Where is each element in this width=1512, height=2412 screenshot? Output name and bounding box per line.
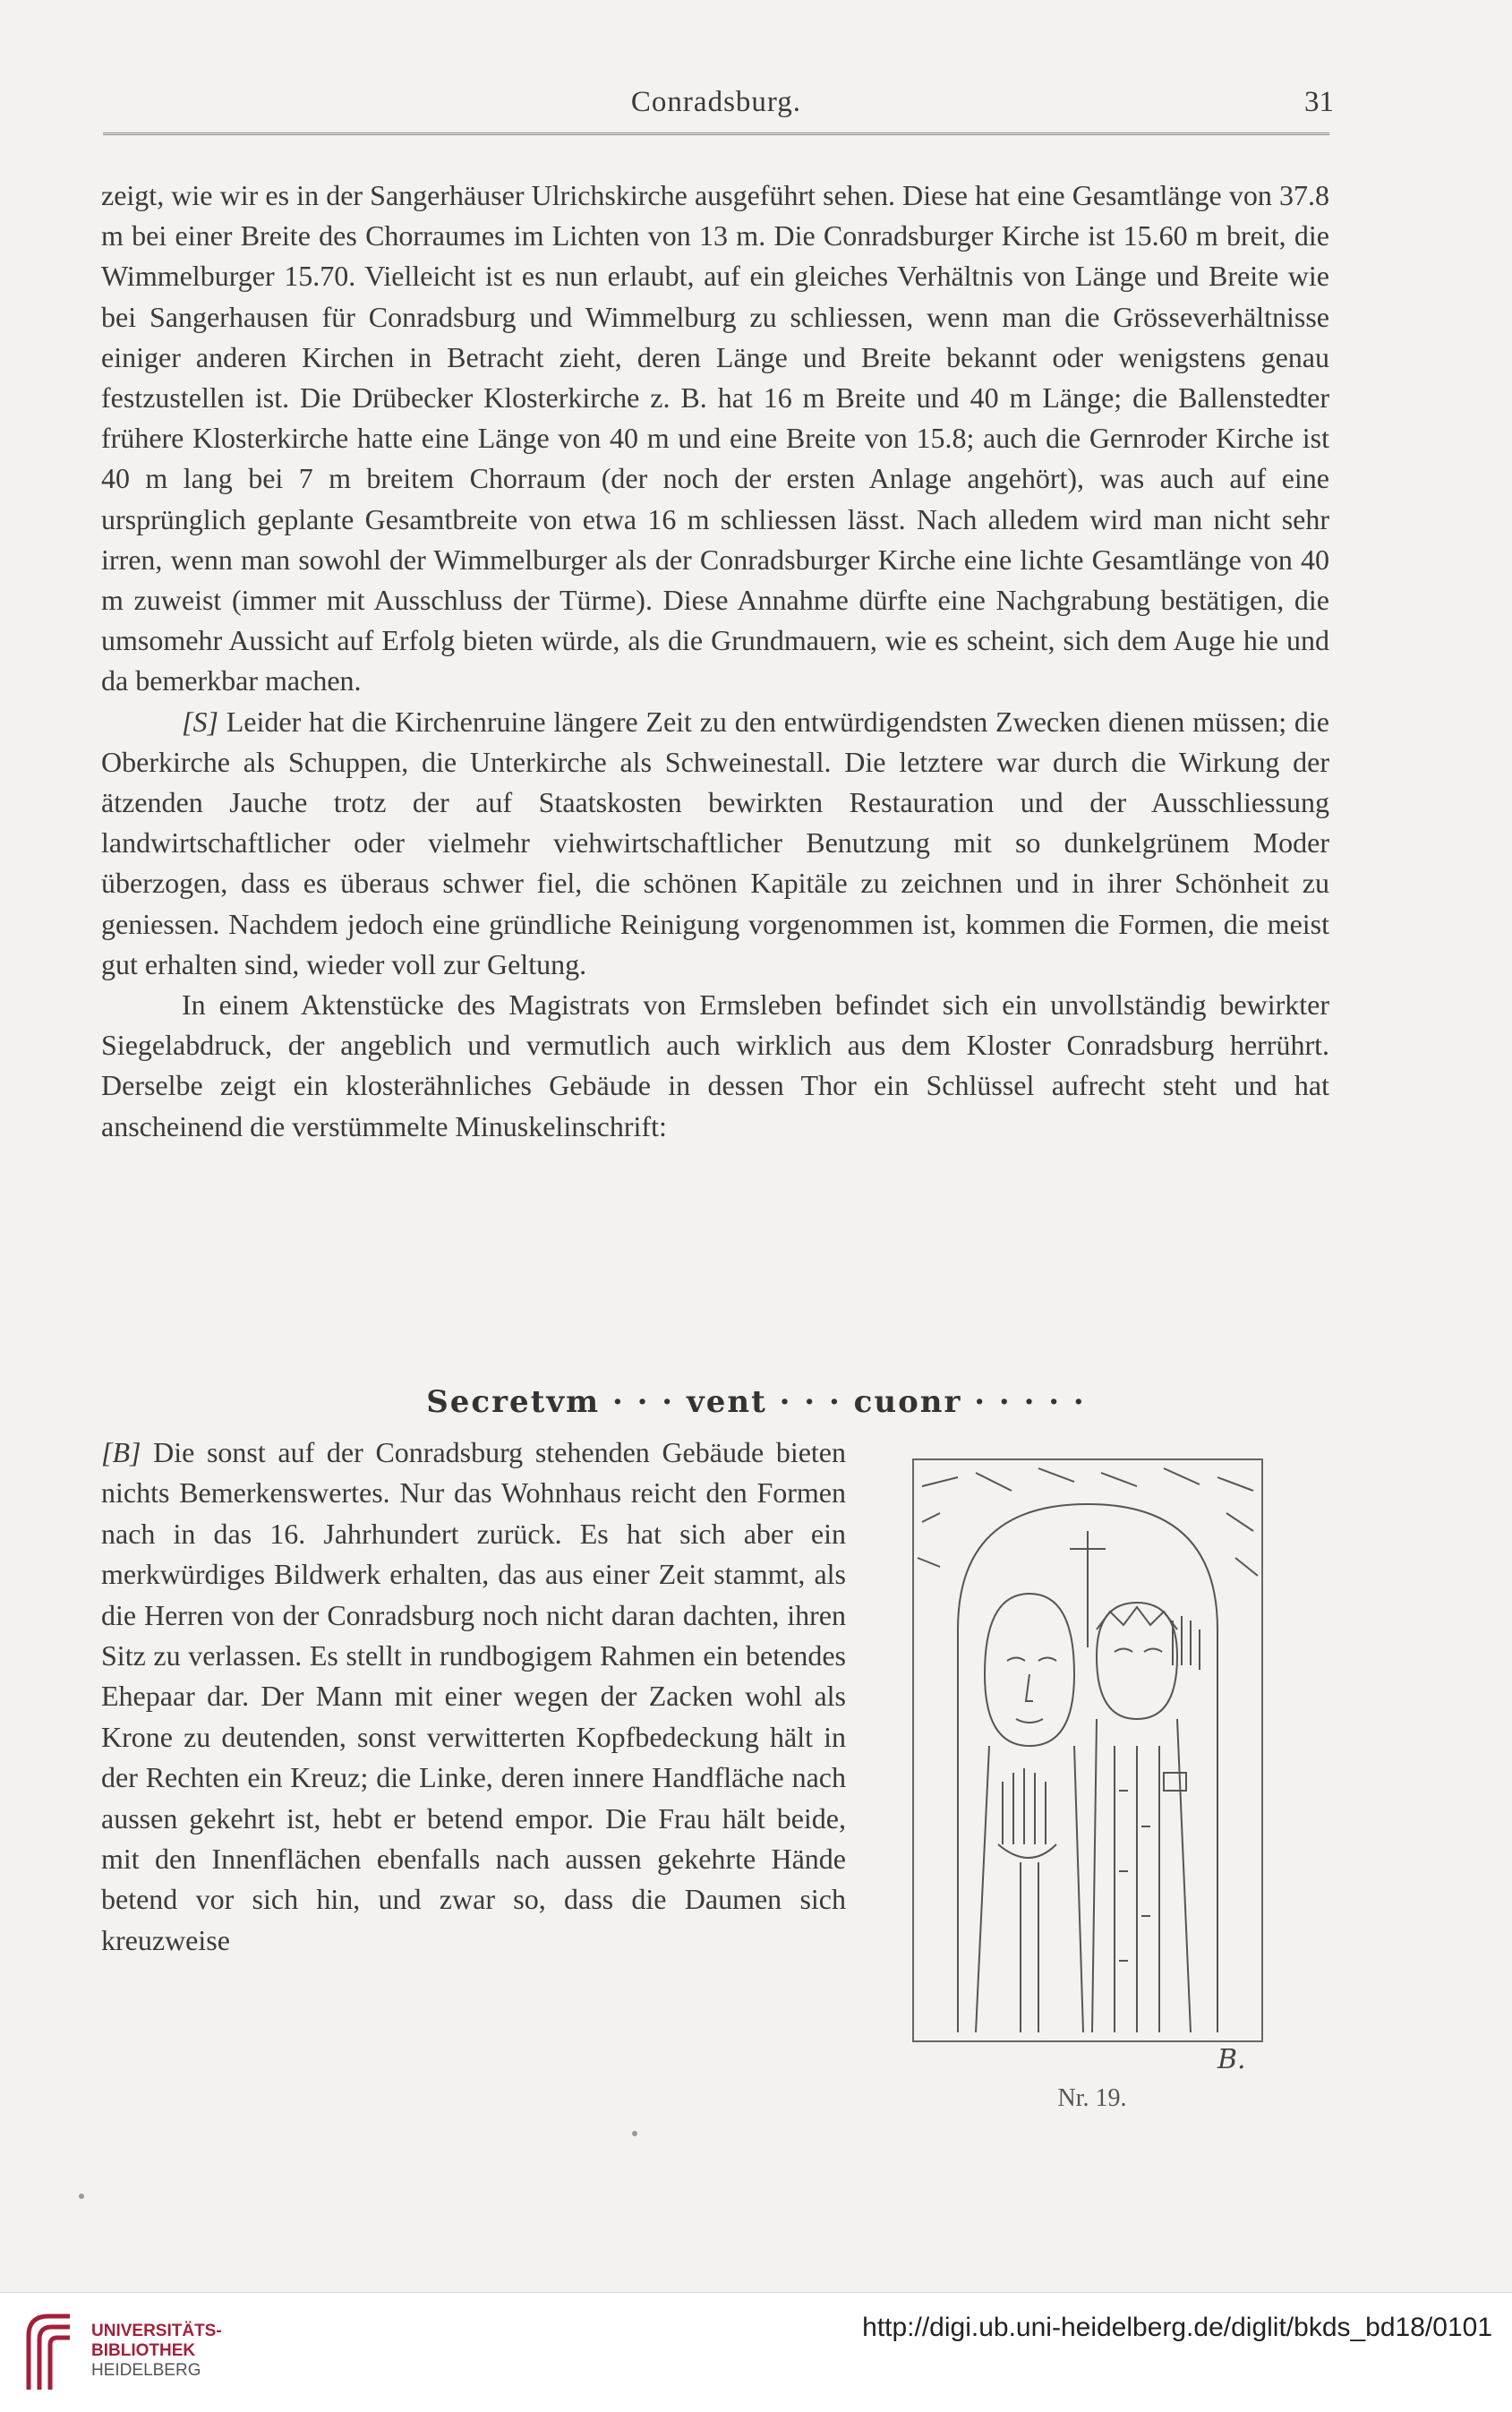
column-text xyxy=(101,1433,846,1961)
speck xyxy=(79,2194,84,2199)
running-head xyxy=(98,86,1334,125)
running-title: Conradsburg. xyxy=(630,86,802,118)
library-logo-icon xyxy=(20,2309,75,2393)
library-line-2: BIBLIOTHEK xyxy=(91,2341,196,2360)
relief-illustration xyxy=(904,1450,1271,2077)
header-rule xyxy=(103,133,1329,135)
main-text xyxy=(101,175,1329,1147)
minuscule-inscription: Secretvm · · · vent · · · cuonr · · · · · xyxy=(426,1384,1086,1420)
source-url[interactable]: http://digi.ub.uni-heidelberg.de/diglit/bkds_bd18/0101 xyxy=(862,2313,1492,2342)
figure-caption: Nr. 19. xyxy=(1057,2084,1127,2112)
paragraph-2-text: Leider hat die Kirchenruine längere Zeit zu den entwürdigendsten Zwecken dienen müssen; die Oberkirche als Schuppen, die Unterkirche als Schweinestall. Die letztere war durch die Wirkung der ätzenden Jauche trotz der auf Staatskosten bewirkten Restauration und der Ausschliessung landwirtschaftlicher oder vielmehr viehwirtschaftlicher Benutzung mit so dunkelgrünem Moder überzogen, dass es überaus schwer fiel, die schönen Kapitäle zu zeichnen und in ihrer Schönheit zu geniessen. Nachdem jedoch eine gründliche Reinigung vorgenommen ist, kommen die Formen, die meist gut erhalten sind, wieder voll zur Geltung. xyxy=(101,705,1330,980)
paragraph-3: In einem Aktenstücke des Magistrats von Ermsleben befindet sich ein unvollständig bewirkter Siegelabdruck, der angeblich und vermutlich auch wirklich aus dem Kloster Conradsburg herrührt. Derselbe zeigt ein klosterähnliches Gebäude in dessen Thor ein Schlüssel aufrecht steht und hat anscheinend die verstümmelte Minuskelinschrift: xyxy=(101,988,1329,1142)
speck xyxy=(632,2131,637,2136)
paragraph-2 xyxy=(101,702,1329,985)
footer-bar xyxy=(0,2292,1512,2412)
paragraph-2-marker: [S] xyxy=(182,705,218,738)
library-name xyxy=(91,2322,222,2381)
paragraph-4-marker: [B] xyxy=(101,1436,141,1468)
artist-monogram: B. xyxy=(1217,2044,1246,2075)
page-number: 31 xyxy=(1304,86,1334,118)
library-line-3: HEIDELBERG xyxy=(91,2361,201,2380)
paragraph-4 xyxy=(101,1433,846,1961)
relief-drawing xyxy=(904,1450,1271,2077)
paragraph-1: zeigt, wie wir es in der Sangerhäuser Ulrichskirche ausgeführt sehen. Diese hat eine Gesamtlänge von 37.8 m bei einer Breite des Chorraumes im Lichten von 13 m. Die Conradsburger Kirche ist 15.60 m breit, die Wimmelburger 15.70. Vielleicht ist es nun erlaubt, auf ein gleiches Verhältnis von Länge und Breite wie bei Sangerhausen für Conradsburg und Wimmelburg zu schliessen, wenn man die Grösseverhältnisse einiger anderen Kirchen in Betracht zieht, deren Länge und Breite bekannt oder wenigstens genau festzustellen ist. Die Drübecker Klosterkirche z. B. hat 16 m Breite und 40 m Länge; die Ballenstedter frühere Klosterkirche hatte eine Länge von 40 m und eine Breite von 15.8; auch die Gernroder Kirche ist 40 m lang bei 7 m breitem Chorraum (der noch der ersten Anlage angehört), was auch auf eine ursprünglich geplante Gesamtbreite von etwa 16 m schliessen lässt. Nach alledem wird man nicht sehr irren, wenn man sowohl der Wimmelburger als der Conradsburger Kirche eine lichte Gesamtlänge von 40 m zuweist (immer mit Ausschluss der Türme). Diese Annahme dürfte eine Nachgrabung bestätigen, die umsomehr Aussicht auf Erfolg bieten würde, als die Grundmauern, wie es scheint, sich dem Auge hie und da bemerkbar machen. xyxy=(101,179,1329,697)
library-line-1: UNIVERSITÄTS- xyxy=(91,2322,222,2340)
paragraph-4-text: Die sonst auf der Conradsburg stehenden Gebäude bieten nichts Bemerkenswertes. Nur das Wohnhaus reicht den Formen nach in das 16. Jahrhundert zurück. Es hat sich aber ein merkwürdiges Bildwerk erhalten, das aus einer Zeit stammt, als die Herren von der Conradsburg noch nicht daran dachten, ihren Sitz zu verlassen. Es stellt in rundbogigem Rahmen ein betendes Ehepaar dar. Der Mann mit einer wegen der Zacken wohl als Krone zu deutenden, sonst verwitterten Kopfbedeckung hält in der Rechten ein Kreuz; die Linke, deren innere Handfläche nach aussen gekehrt ist, hebt er betend empor. Die Frau hält beide, mit den Innenflächen ebenfalls nach aussen gekehrte Hände betend vor sich hin, und zwar so, dass die Daumen sich kreuzweise xyxy=(101,1436,847,1956)
